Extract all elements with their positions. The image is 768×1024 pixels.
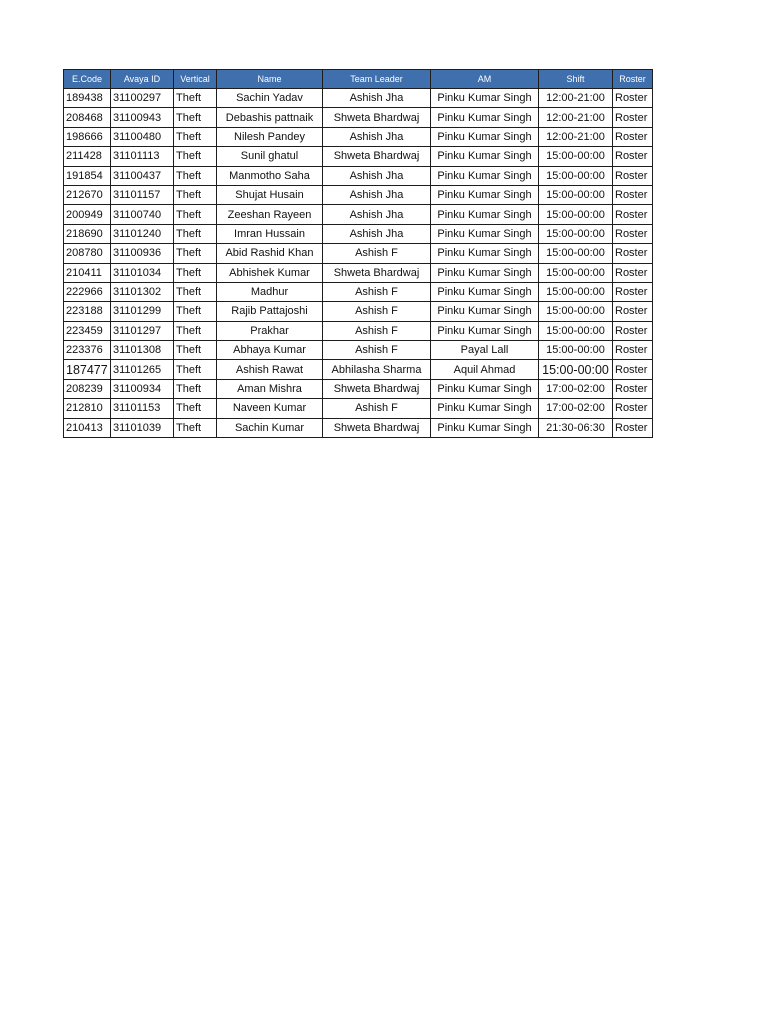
cell-am: Pinku Kumar Singh	[431, 224, 539, 243]
cell-team-leader: Ashish Jha	[323, 166, 431, 185]
cell-shift: 15:00-00:00	[539, 302, 613, 321]
cell-roster: Roster	[613, 399, 653, 418]
table-row	[64, 418, 653, 437]
cell-avaya-id: 31100936	[111, 244, 174, 263]
cell-shift: 15:00-00:00	[539, 147, 613, 166]
cell-shift: 15:00-00:00	[539, 166, 613, 185]
cell-ecode: 223376	[64, 341, 111, 360]
cell-avaya-id: 31100740	[111, 205, 174, 224]
cell-am: Pinku Kumar Singh	[431, 263, 539, 282]
cell-name: Sunil ghatul	[217, 147, 323, 166]
cell-am: Pinku Kumar Singh	[431, 302, 539, 321]
cell-ecode: 211428	[64, 147, 111, 166]
cell-vertical: Theft	[174, 302, 217, 321]
cell-vertical: Theft	[174, 399, 217, 418]
cell-vertical: Theft	[174, 263, 217, 282]
table-row	[64, 282, 653, 301]
cell-am: Pinku Kumar Singh	[431, 147, 539, 166]
cell-shift: 15:00-00:00	[539, 244, 613, 263]
cell-avaya-id: 31100297	[111, 89, 174, 108]
cell-ecode: 212810	[64, 399, 111, 418]
cell-roster: Roster	[613, 166, 653, 185]
cell-roster: Roster	[613, 302, 653, 321]
cell-avaya-id: 31100934	[111, 379, 174, 398]
cell-team-leader: Abhilasha Sharma	[323, 360, 431, 379]
cell-team-leader: Shweta Bhardwaj	[323, 263, 431, 282]
cell-name: Sachin Kumar	[217, 418, 323, 437]
cell-name: Shujat Husain	[217, 185, 323, 204]
cell-ecode: 223188	[64, 302, 111, 321]
table-body	[64, 89, 653, 438]
table-row	[64, 321, 653, 340]
cell-roster: Roster	[613, 224, 653, 243]
table-row	[64, 244, 653, 263]
table-row	[64, 147, 653, 166]
cell-vertical: Theft	[174, 127, 217, 146]
cell-am: Pinku Kumar Singh	[431, 205, 539, 224]
cell-avaya-id: 31100943	[111, 108, 174, 127]
column-header-team-leader: Team Leader	[323, 70, 431, 89]
cell-avaya-id: 31101113	[111, 147, 174, 166]
cell-team-leader: Shweta Bhardwaj	[323, 147, 431, 166]
cell-shift: 15:00-00:00	[539, 321, 613, 340]
table-row	[64, 341, 653, 360]
cell-ecode: 189438	[64, 89, 111, 108]
cell-shift: 12:00-21:00	[539, 127, 613, 146]
table-row	[64, 89, 653, 108]
cell-team-leader: Ashish F	[323, 321, 431, 340]
table-row	[64, 302, 653, 321]
cell-ecode: 208239	[64, 379, 111, 398]
table-row	[64, 399, 653, 418]
cell-shift: 21:30-06:30	[539, 418, 613, 437]
cell-roster: Roster	[613, 379, 653, 398]
cell-roster: Roster	[613, 244, 653, 263]
cell-vertical: Theft	[174, 205, 217, 224]
cell-team-leader: Shweta Bhardwaj	[323, 108, 431, 127]
cell-roster: Roster	[613, 147, 653, 166]
cell-name: Prakhar	[217, 321, 323, 340]
column-header-name: Name	[217, 70, 323, 89]
cell-shift: 17:00-02:00	[539, 379, 613, 398]
cell-shift: 15:00-00:00	[539, 224, 613, 243]
cell-shift: 15:00-00:00	[539, 360, 613, 379]
cell-team-leader: Ashish F	[323, 282, 431, 301]
cell-name: Nilesh Pandey	[217, 127, 323, 146]
cell-team-leader: Ashish Jha	[323, 89, 431, 108]
cell-vertical: Theft	[174, 224, 217, 243]
cell-shift: 15:00-00:00	[539, 341, 613, 360]
cell-team-leader: Shweta Bhardwaj	[323, 379, 431, 398]
cell-ecode: 222966	[64, 282, 111, 301]
cell-vertical: Theft	[174, 89, 217, 108]
cell-am: Pinku Kumar Singh	[431, 379, 539, 398]
cell-roster: Roster	[613, 108, 653, 127]
cell-vertical: Theft	[174, 341, 217, 360]
cell-am: Pinku Kumar Singh	[431, 89, 539, 108]
cell-roster: Roster	[613, 127, 653, 146]
cell-vertical: Theft	[174, 418, 217, 437]
cell-am: Pinku Kumar Singh	[431, 244, 539, 263]
cell-ecode: 210411	[64, 263, 111, 282]
cell-am: Pinku Kumar Singh	[431, 108, 539, 127]
cell-am: Pinku Kumar Singh	[431, 282, 539, 301]
cell-roster: Roster	[613, 418, 653, 437]
cell-am: Pinku Kumar Singh	[431, 418, 539, 437]
cell-team-leader: Ashish Jha	[323, 185, 431, 204]
cell-ecode: 208780	[64, 244, 111, 263]
cell-vertical: Theft	[174, 108, 217, 127]
cell-ecode: 200949	[64, 205, 111, 224]
cell-shift: 15:00-00:00	[539, 263, 613, 282]
cell-avaya-id: 31101157	[111, 185, 174, 204]
cell-name: Aman Mishra	[217, 379, 323, 398]
cell-roster: Roster	[613, 341, 653, 360]
cell-ecode: 191854	[64, 166, 111, 185]
cell-team-leader: Shweta Bhardwaj	[323, 418, 431, 437]
column-header-am: AM	[431, 70, 539, 89]
table-row	[64, 108, 653, 127]
cell-shift: 15:00-00:00	[539, 282, 613, 301]
header-row	[64, 70, 653, 89]
table-row	[64, 263, 653, 282]
table-row	[64, 360, 653, 379]
column-header-roster: Roster	[613, 70, 653, 89]
cell-am: Pinku Kumar Singh	[431, 399, 539, 418]
cell-avaya-id: 31101240	[111, 224, 174, 243]
cell-name: Rajib Pattajoshi	[217, 302, 323, 321]
table-header	[64, 70, 653, 89]
cell-avaya-id: 31101153	[111, 399, 174, 418]
cell-team-leader: Ashish F	[323, 302, 431, 321]
table-row	[64, 166, 653, 185]
table-row	[64, 224, 653, 243]
cell-am: Aquil Ahmad	[431, 360, 539, 379]
table-row	[64, 379, 653, 398]
cell-avaya-id: 31101034	[111, 263, 174, 282]
cell-shift: 15:00-00:00	[539, 205, 613, 224]
cell-roster: Roster	[613, 263, 653, 282]
table-row	[64, 185, 653, 204]
cell-am: Pinku Kumar Singh	[431, 166, 539, 185]
cell-roster: Roster	[613, 282, 653, 301]
cell-name: Abhishek Kumar	[217, 263, 323, 282]
cell-team-leader: Ashish Jha	[323, 127, 431, 146]
cell-name: Madhur	[217, 282, 323, 301]
cell-name: Ashish Rawat	[217, 360, 323, 379]
cell-ecode: 210413	[64, 418, 111, 437]
cell-name: Abid Rashid Khan	[217, 244, 323, 263]
cell-name: Debashis pattnaik	[217, 108, 323, 127]
cell-vertical: Theft	[174, 360, 217, 379]
table-row	[64, 205, 653, 224]
cell-roster: Roster	[613, 321, 653, 340]
cell-avaya-id: 31101308	[111, 341, 174, 360]
cell-name: Sachin Yadav	[217, 89, 323, 108]
cell-roster: Roster	[613, 185, 653, 204]
cell-vertical: Theft	[174, 282, 217, 301]
cell-ecode: 198666	[64, 127, 111, 146]
cell-vertical: Theft	[174, 379, 217, 398]
cell-vertical: Theft	[174, 321, 217, 340]
column-header-vertical: Vertical	[174, 70, 217, 89]
cell-ecode: 208468	[64, 108, 111, 127]
cell-team-leader: Ashish F	[323, 399, 431, 418]
column-header-avaya-id: Avaya ID	[111, 70, 174, 89]
cell-shift: 17:00-02:00	[539, 399, 613, 418]
cell-roster: Roster	[613, 360, 653, 379]
cell-avaya-id: 31101302	[111, 282, 174, 301]
cell-vertical: Theft	[174, 185, 217, 204]
cell-name: Manmotho Saha	[217, 166, 323, 185]
table-row	[64, 127, 653, 146]
cell-avaya-id: 31100437	[111, 166, 174, 185]
cell-team-leader: Ashish F	[323, 244, 431, 263]
cell-ecode: 187477	[64, 360, 111, 379]
cell-am: Pinku Kumar Singh	[431, 185, 539, 204]
cell-avaya-id: 31101039	[111, 418, 174, 437]
cell-shift: 12:00-21:00	[539, 89, 613, 108]
cell-avaya-id: 31101299	[111, 302, 174, 321]
cell-roster: Roster	[613, 205, 653, 224]
cell-ecode: 218690	[64, 224, 111, 243]
roster-table	[63, 69, 653, 438]
cell-name: Abhaya Kumar	[217, 341, 323, 360]
cell-ecode: 212670	[64, 185, 111, 204]
column-header-shift: Shift	[539, 70, 613, 89]
cell-name: Naveen Kumar	[217, 399, 323, 418]
cell-team-leader: Ashish Jha	[323, 205, 431, 224]
cell-shift: 12:00-21:00	[539, 108, 613, 127]
cell-name: Imran Hussain	[217, 224, 323, 243]
cell-team-leader: Ashish F	[323, 341, 431, 360]
cell-name: Zeeshan Rayeen	[217, 205, 323, 224]
cell-vertical: Theft	[174, 166, 217, 185]
cell-avaya-id: 31101297	[111, 321, 174, 340]
cell-am: Pinku Kumar Singh	[431, 127, 539, 146]
cell-roster: Roster	[613, 89, 653, 108]
cell-team-leader: Ashish Jha	[323, 224, 431, 243]
cell-am: Payal Lall	[431, 341, 539, 360]
cell-am: Pinku Kumar Singh	[431, 321, 539, 340]
cell-ecode: 223459	[64, 321, 111, 340]
cell-avaya-id: 31100480	[111, 127, 174, 146]
cell-vertical: Theft	[174, 147, 217, 166]
column-header-ecode: E.Code	[64, 70, 111, 89]
cell-vertical: Theft	[174, 244, 217, 263]
cell-shift: 15:00-00:00	[539, 185, 613, 204]
cell-avaya-id: 31101265	[111, 360, 174, 379]
